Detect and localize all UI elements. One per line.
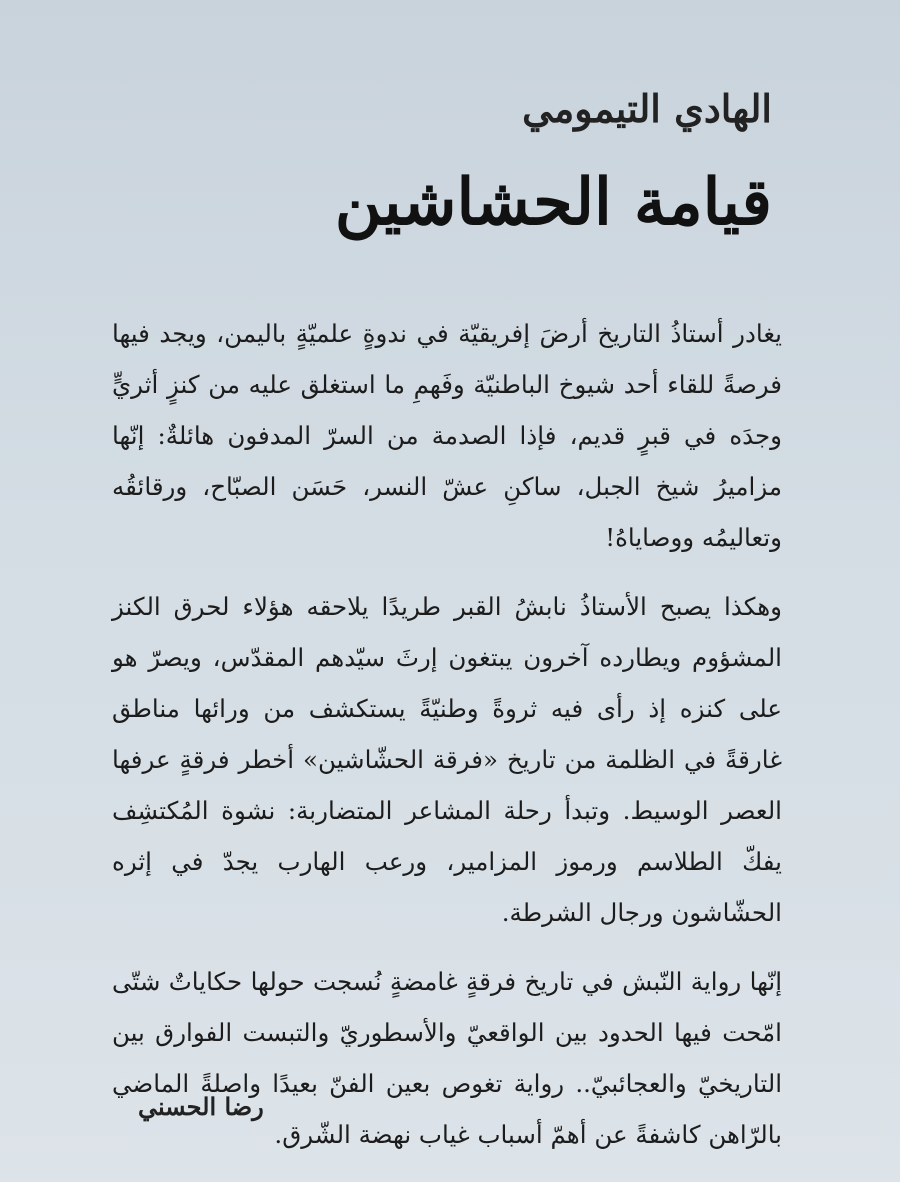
blurb-paragraph-3: إنّها رواية النّبش في تاريخ فرقةٍ غامضةٍ نُسجت حولها حكاياتٌ شتّى امّحت فيها الحدود بين الواقعيّ والأسطوريّ والتبست الفوارق بين التاريخيّ والعجائبيّ.. رواية تغوص بعين الفنّ بعيدًا واصلةً الماضي بالرّاهن كاشفةً عن أهمّ أسباب غياب نهضة الشّرق. — [112, 967, 782, 1149]
blurb-paragraph-2: وهكذا يصبح الأستاذُ نابشُ القبر طريدًا يلاحقه هؤلاء لحرق الكنز المشؤوم ويطارده آخرون يبتغون إرثَ سيّدهم المقدّس، ويصرّ هو على كنزه إذ رأى فيه ثروةً وطنيّةً يستكشف من ورائها مناطق غارقةً في الظلمة من تاريخ «فرقة الحشّاشين» أخطر فرقةٍ عرفها العصر الوسيط. وتبدأ رحلة المشاعر المتضاربة: نشوة المُكتشِف يفكّ الطلاسم ورموز المزامير، ورعب الهارب يجدّ في إثره الحشّاشون ورجال الشرطة. — [112, 592, 782, 927]
blurb-paragraph-1: يغادر أستاذُ التاريخ أرضَ إفريقيّة في ندوةٍ علميّةٍ باليمن، ويجد فيها فرصةً للقاء أحد شيوخ الباطنيّة وفَهمِ ما استغلق عليه من كنزٍ أثريٍّ وجدَه في قبرٍ قديم، فإذا الصدمة من السرّ المدفون هائلةٌ: إنّها مزاميرُ شيخ الجبل، ساكنِ عشّ النسر، حَسَن الصبّاح، ورقائقُه وتعاليمُه ووصاياهُ! — [112, 319, 782, 552]
author-name: الهادي التيمومي — [522, 86, 772, 131]
book-title: قيامة الحشاشين — [334, 165, 772, 240]
reviewer-signature: رضا الحسني — [138, 1092, 264, 1121]
blurb-text — [112, 308, 782, 1160]
